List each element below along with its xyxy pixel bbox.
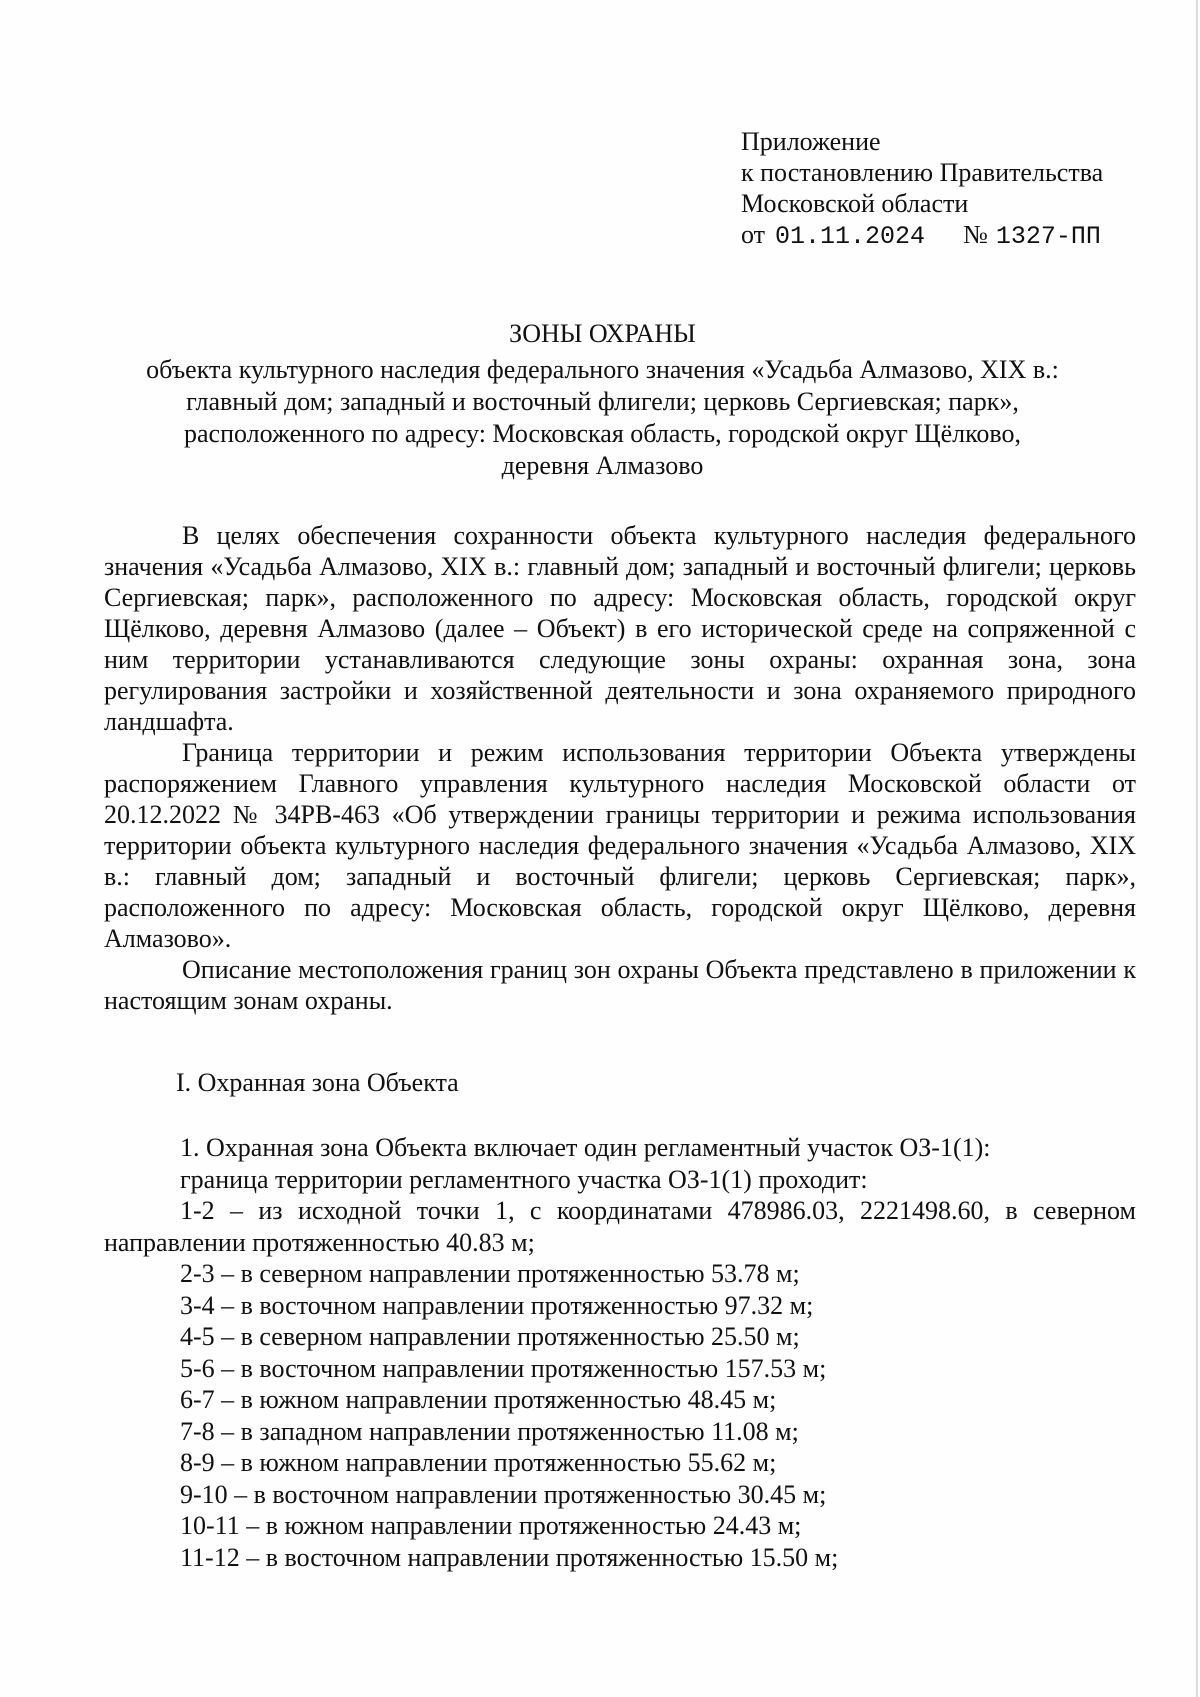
attachment-label: Приложение: [741, 127, 881, 156]
boundary-segment: 8-9 – в южном направлении протяженностью 55.62 м;: [180, 1448, 777, 1477]
boundary-segment-list: [104, 1258, 1136, 1573]
attachment-date-number-line: [741, 219, 1103, 252]
boundary-segment: 9-10 – в восточном направлении протяженностью 30.45 м;: [180, 1479, 827, 1509]
boundary-segment: 6-7 – в южном направлении протяженностью 48.45 м;: [180, 1385, 777, 1414]
subtitle-line-2: главный дом; западный и восточный флигели; церковь Сергиевская; парк»,: [186, 387, 1019, 416]
number-sign: №: [963, 220, 988, 249]
boundary-intro: граница территории регламентного участка ОЗ-1(1) проходит:: [180, 1164, 868, 1194]
protection-zone-section: [104, 1132, 1136, 1573]
resolution-number: 1327-ПП: [995, 222, 1101, 251]
boundary-segment: 11-12 – в восточном направлении протяженностью 15.50 м;: [180, 1542, 839, 1572]
date-prefix: от: [741, 220, 766, 249]
intro-paragraph: В целях обеспечения сохранности объекта культурного наследия федерального значения «Усадьба Алмазово, XIX в.: главный дом; западный и восточный флигели; церковь Сергиевская; парк», расположенного по адресу: Московская область, городской округ Щёлково, деревня Алмазово (далее – Объект) в его исторической среде на сопряженной с ним территории устанавливаются следующие зоны охраны: охранная зона, зона регулирования застройки и хозяйственной деятельности и зона охраняемого природного ландшафта.: [104, 521, 1136, 736]
resolution-date: 01.11.2024: [775, 222, 926, 251]
attachment-region-line: Московской области: [741, 189, 969, 218]
subtitle-line-4: деревня Алмазово: [501, 451, 704, 480]
title-block: [100, 318, 1105, 482]
zone-item-1: 1. Охранная зона Объекта включает один регламентный участок ОЗ-1(1):: [180, 1133, 991, 1162]
boundary-segment: 10-11 – в южном направлении протяженностью 24.43 м;: [180, 1511, 802, 1540]
subtitle-line-3: расположенного по адресу: Московская область, городской округ Щёлково,: [183, 419, 1022, 448]
page-edge-shadow: [1196, 0, 1198, 1697]
boundary-segment: 2-3 – в северном направлении протяженностью 53.78 м;: [180, 1259, 800, 1288]
intro-text: [104, 520, 1136, 1016]
attachment-resolution-line: к постановлению Правительства: [741, 158, 1104, 187]
boundary-segment: 5-6 – в восточном направлении протяженностью 157.53 м;: [180, 1353, 827, 1383]
document-title: ЗОНЫ ОХРАНЫ: [509, 319, 696, 348]
boundary-segment: 7-8 – в западном направлении протяженностью 11.08 м;: [180, 1416, 799, 1446]
intro-paragraph: Граница территории и режим использования территории Объекта утверждены распоряжением Главного управления культурного наследия Московской области от 20.12.2022 № 34РВ-463 «Об утверждении границы территории и режима использования территории объекта культурного наследия федерального значения «Усадьба Алмазово, XIX в.: главный дом; западный и восточный флигели; церковь Сергиевская; парк», расположенного по адресу: Московская область, городской округ Щёлково, деревня Алмазово».: [104, 738, 1136, 953]
intro-paragraph: Описание местоположения границ зон охраны Объекта представлено в приложении к настоящим зонам охраны.: [104, 955, 1136, 1015]
boundary-segment: 3-4 – в восточном направлении протяженностью 97.32 м;: [180, 1290, 814, 1320]
boundary-segment: 4-5 – в северном направлении протяженностью 25.50 м;: [180, 1322, 800, 1351]
boundary-segment-first: 1-2 – из исходной точки 1, с координатами 478986.03, 2221498.60, в северном направлении протяженностью 40.83 м;: [104, 1196, 1136, 1257]
section-heading: I. Охранная зона Объекта: [176, 1068, 459, 1097]
subtitle-line-1: объекта культурного наследия федерального значения «Усадьба Алмазово, XIX в.:: [146, 355, 1059, 384]
attachment-block: [741, 126, 1103, 252]
